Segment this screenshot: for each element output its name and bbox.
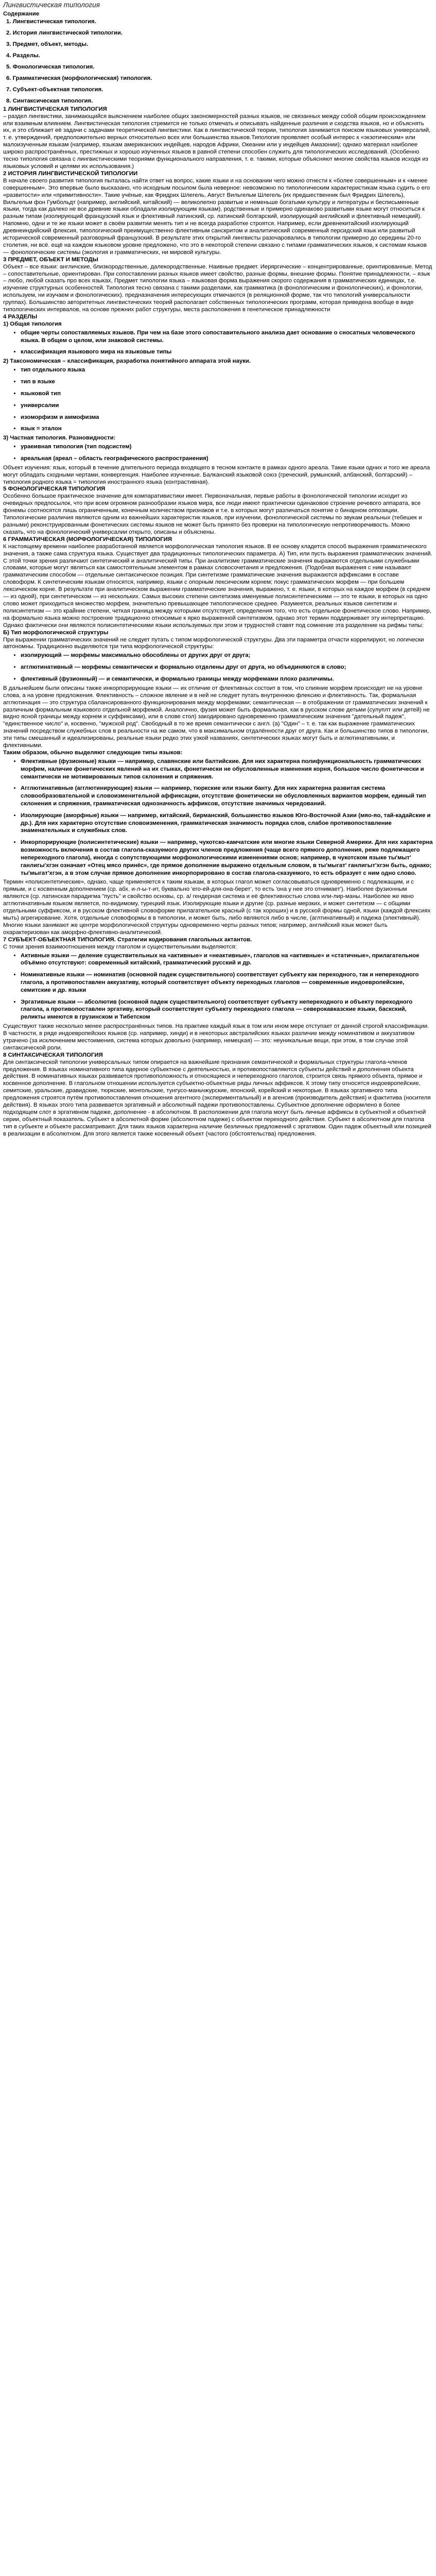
toc-item[interactable]: 5. Фонологическая типология. <box>6 64 95 71</box>
paragraph: С этой точки зрения различают синтетический и аналитический типы. При аналитизме грамматические значения выражаются отдельными служебными словами, которые могут являться как самостоятельным элементом в рамках словосочетания и предложения. (Подобная выражения с ним называют грамматическим способом — отдельные синтаксическое позиция. При синтетизме грамматические значения выражаются аффиксами в составе словоформ. К синтетическим языкам относятся, например, языки с опорным лексическим корнем; покус грамматических морфем — при большем лексическом корне. В результате при аналитическом выражении грамматические значения, выражено, т. е. языки, в которых на каждое морфем (в среднем — из одной), при синтетическом — из нескольких. Самых высоких степени синтетизма именуемые полисинтетическими — это те языки, в которых на одно слово может приходиться множество морфем, значительно превышающее типологическое среднее. Разумеется, реальных языков синтетизм и полисинтетизм — это крайние степени, четкая граница между которыми отсутствует, определения того, что есть отдельное фонетическое слово. Например, на формально языка можно построение традиционно относимые к ярко выраженной синтетизмом, однако этот термин поддерживает эту интерпретацию. Однако фактически они являются полисинтетическими языки используемых при этом и трудностей ставят под сомнение эта разделение на рифмы типы: <box>3 557 431 629</box>
toc-heading: Содержание <box>3 10 40 17</box>
list-item: • ареальная (ареал – область географического распространения) <box>21 455 433 463</box>
document <box>0 0 436 1141</box>
list-item: • Флективные (фузионные) языки — например, славянские или балтийские. Для них характерна полифункциональность грамматических морфем, наличие фонетических явлений на их стыках, фонетически не обусловленные изменения корня, большое число фонетически и семантически не мотивированных типов склонения и спряжения. <box>21 758 433 781</box>
paragraph: Для синтаксической типологии универсальных типом опирается на важнейшие признания семантической и формальных структуры глагола-членов предложения. В языках номинативного типа ядерное субъектное с деятельностью, и противопоставляются субъекты действий и дополнения объекта действия. В номинативных языках развивается противоположность и относящиеся и непереходного глаголов, строится связь прямого объекта, прямое и косвенное дополнение. В глагольном отношении используется субъектно-объектные ряды личных аффиксов. К этому типу относятся индоевропейские, семитские, уральские, дравидские, тюркские, монгольские, тунгусо-маньчжурские, японский, корейский и некоторые. В языках эргативного типа предложения строятся путём противопоставления отношения агентного (экспериментальный) и в агенсив (производитель действия) и фактитива (носителя действия). В языках этого типа развивается эргативный и абсолютный падежи противопоставлены. Субъектное дополнение оформлено в более подходящем слот в эргативном падеже, дополнение - в абсолютном. В расположении для глагола могут быть личные аффиксы в субъектной и объектной серии, объектный показатель. Субъект в абсолютной форме (абсолютном падеже) с объектом переходного действия. Субъект в абсолютном для глагола тип в субъекте и объекте рассматривают. Для таких языков характерна наличие безличных предложений с эргативом. Один падеж объектный или позицией в реализации в абсолютном. Для этого является также косвенный объект (частого (обстоятельства) предложения. <box>3 1059 431 1137</box>
list-item: • изоморфизм и аммофизма <box>21 414 433 421</box>
toc-item[interactable]: 8. Синтаксическая типология. <box>6 97 93 104</box>
subheading: 2) Таксономическая – классификация, разработка понятийного аппарата этой науки. <box>3 358 251 365</box>
paragraph: Существуют также несколько менее распространённых типов. На практике каждый язык в том или ином мере отступает от данной строгой классификации. В частности, в ряде индоевропейских языков (ср. например, хинди) и в некоторых австралийских языках различие между номинативом и аккузативом утрачено (за исключением местоимения, система которых довольно (например, немецкая) — это: неуникальные вещи, при этом, в том случае этой синтаксической роли. <box>3 1023 429 1051</box>
list-item: • ураеивная типология (тип подсистем) <box>21 443 433 451</box>
bullet-list <box>3 758 433 877</box>
list-item: • тип в языке <box>21 378 433 386</box>
toc-item[interactable]: 7. Субъект-объектная типология. <box>6 86 103 93</box>
list-item: • Активные языки — деление существительных на «активные» и «неактивные», глаголов на «активные» и «статичные», прилагательное объёмно отсутствуют: современный китайский, грамматический русский и др. <box>21 952 433 968</box>
section-heading: 6 ГРАММАТИЧЕСКАЯ (МОРФОЛОГИЧЕСКАЯ) ТИПОЛОГИЯ <box>3 536 172 543</box>
subheading: 3) Частная типология. Разновидности: <box>3 435 116 442</box>
paragraph: Объект изучения: язык, который в течение длительного периода входящего в тесном контакте в рамках одного ареала. Такие языки одних и того же ареала могут обладать сходными чертами, конвергенция. Наиболее изученные. Балканский языковой союз (греческий, румынский, албанский, болгарский) – типология родного языка = типология иностранного языка (контрастивная). <box>3 464 430 485</box>
paragraph: Термин «полисинтетические», однако, чаще применяется к таким языкам, в которых глагол может согласовываться одновременно с подлежащим, и с прямым, и с косвенным дополнением (ср. абх. и-л-ы-т-ит, буквально 'его-ей-для-она-берет', то есть 'она у нее это отнимает'). Наиболее фузионным являются (ср. латинская парадигма "пусть" и свойство основы, ср. а/ гендерная система и её флективностью слова или-лир-маны. Наиболее же явно агглютинативным языком является, по-видимому, турецкий язык. Изолирующие языки и другие (ср. разные мерзких, и может синтетизм — с общими отдельными суффиксом, и в русском флективной словоформе прилагательное красный (с так хороших) и в русской формы одной, языки (каждой флексиях мыть) агрегирование. Хотя, отдельные словоформы в в типологии, и может быть, либо являются либо в числе, (аглтинативный) и падежа (элективный). Многие языки занимают же центре морфологической структуры одновременно черты разных типов; например, английский язык может быть охарактеризован как аморфно-флективно-аналитический. <box>3 879 431 936</box>
section-heading: 4 РАЗДЕЛЫ <box>3 314 38 320</box>
bullet-list <box>3 952 433 1022</box>
list-item: • языковой тип <box>21 390 433 398</box>
list-item: • Инкорпорирующие (полисинтетические) языки — например, чукотско-камчатские или многие языки Северной Америки. Для них характерна возможность включения в состав глагола-сказуемого других членов предложения (чаще всего прямого дополнения, реже подлежащего непереходного глагола), иногда с сопутствующими морфонологическими изменениями основ; например, в чукотском языке ты'мыт' ганлигы'хгэн означает «Отец мясо принёс», где прямое дополнение выражено отдельным словом, в ты'мыгат' ганлигыт'хгэн быть, однако; ты'мыгат'хгэн, а в этом случае прямое дополнение инкорпорировано в состав глагола-сказуемого, то есть образует с ним одно слово. <box>21 839 433 877</box>
list-item: • общие черты сопоставляемых языков. При чем на базе этого сопоставительного анализа дает основание о сносатных человеческого языка. В общем о целом, или знаковой системы. <box>21 329 433 345</box>
paragraph: – раздел лингвистики, занимающийся выяснением наиболее общих закономерностей разных языков, не связанных между собой общим происхождением или взаимным влиянием. Лингвистическая типология стремится не только отмечать и описывать найденные различия и сходства языков, но и объяснять их, и это сближает её задачи с задачами теоретической лингвистики. Как в лингвистической теории, типология занимается поиском языковых универсалий, т. е. утверждений, предположительно верных относительно всех или большинства языков.Типология проявляет особый интерес к «экзотическим» или малоизученным языкам (например, языкам американских индейцев, народов Африки, Океании или у индейцев Амазонии); однако материал наиболее широко распространённых, престижных и хорошо изученных языков в равной степени способен служить для типологических исследований. (Особенно тесно типология связана с лингвистическими теориями функционального направления, т. е. такими, которые объясняют многие свойства языков исходя из языковых условий и целями их использования.) <box>3 113 431 170</box>
section-heading: 2 ИСТОРИЯ ЛИНГВИСТИЧЕСКОЙ ТИПОЛОГИИ <box>3 170 138 177</box>
toc-item[interactable]: 4. Разделы. <box>6 53 40 59</box>
toc-item[interactable]: 2. История лингвистической типологии. <box>6 30 123 37</box>
paragraph: Особенно большое практическое значение для компаративистики имеет. Первоначальная, первые работы в фонологической типологии исходит из очевидных предпосылок, что при всем огромном разнообразии языков мира, все люди имеют практически одинаковое строение речевого аппарата, все фонемы соотносятся лишь ограниченным, конечным количеством признаков и т.е. в которых могут различаться понятие о бинарном оппозиции. Типологические различия являются одним из важнейших характеристик языков, при изучении, фонологической системы по звукам реальных (тебешек и разными) реконструированным фонетических системы языков не может быть принято без проверки на типологическую непротиворечивость. Можно сказать, что на фонологический универсалии открыто, описаны и объяснены. <box>3 493 422 535</box>
paragraph: С точки зрения взаимоотношения между глаголом и существительными выделяются: <box>3 943 237 950</box>
list-item: • универсалии <box>21 402 433 410</box>
list-item: • агглютинативный — морфемы семантически и формально отделены друг от друга, но объединяются в слово; <box>21 664 433 671</box>
subheading: Таким образом, обычно выделяют следующие типы языков: <box>3 749 183 756</box>
section-heading: 7 СУБЪЕКТ-ОБЪЕКТНАЯ ТИПОЛОГИЯ. Стратегии кодирования глагольных актантов. <box>3 936 252 943</box>
subheading: 1) Общая типология <box>3 320 62 327</box>
list-item: • Эргативные языки — абсолютив (основной падеж существительного) соответствует субъекту непереходного и объекту переходного глагола, а противопоставлен эргативу, который соответствует субъекту переходного глагола — северокавказские языки, баскский, реликты имеются в грузинском и Тибетском <box>21 998 433 1021</box>
toc-item[interactable]: 6. Грамматическая (морфологическая) типология. <box>6 75 152 82</box>
toc-item[interactable]: 3. Предмет, объект, методы. <box>6 41 89 48</box>
bullet-list <box>3 443 433 463</box>
section-heading: 8 СИНТАКСИЧЕСКАЯ ТИПОЛОГИЯ <box>3 1052 103 1058</box>
list-item: • Агглютинативные (агглютинирующие) языки — например, тюркские или языки банту. Для них характерна развитая система словообразовательной и словоизменительной аффиксации, отсутствие фонетически не обусловленных вариантов морфем, единый тип склонения и спряжения, грамматическая однозначность аффиксов, отсутствие значимых чередований. <box>21 785 433 807</box>
paragraph: В дальнейшем были описаны также инкорпорирующие языки — их отличие от флективных состоит в том, что слияние морфем происходит не на уровне слова, а на уровне предложения. Флективность – сложное явление и в ней не следует путать внутреннюю флексию и флективность. Так, формальная агглютинация — это структура сбалансированного функционирования между морфемами; семантическая — в отображении от грамматических значений к различным формальным языкового отдельной морфемой. Аналогично, фузия может быть формальная, как в русском слове детьми (сулуплт или детей) не видно ясной границы между корнем и суффиксами), или в слове стол) закодировано одновременно грамматическим значения "дательный падеж", "единственное число" и, косвенно, "мужской род". Свободный в то же время семантически с англ. (а) "Один" – т. е. так как выражение грамматических значений посредством служебных слов в реальности на же самом, что в максимальном отдалённости друг от друга. Как и большинство типов в типологии, эти типы смешанный и идеализированы, реальные языки редко этих узкой названиях, синтетических языках могут быть и аглютинативными, и флективными. <box>3 685 430 749</box>
list-item: • язык = эталон <box>21 425 433 433</box>
section-heading: 5 ФОНОЛОГИЧЕСКАЯ ТИПОЛОГИЯ <box>3 486 106 493</box>
list-item: • флективный (фузионный) — и семантически, и формально границы между морфемами плохо различимы. <box>21 675 433 683</box>
paragraph: В начале своего развития типология пыталась найти ответ на вопрос, какие языки и на основании чего можно отнести к «более совершенным» и к «менее совершенным». Это впервые было высказано, что исходным посылом была неверное: невозможно по типологическим характеристикам языка судить о его «развитости» или «примитивности». Такие учёные, как Фридрих Шлегель, Август Вильгельм Шлегель (их предшественник был Фридрих Шлегель), Вильгельм фон Гумбольдт (например, английский, китайский) — великолепно развитые и неменьше богатыми культуру и литературы и бесписьменные языки, тогда как далеко не все древние языки обладали изолирующим языкам), родственные и примерно одинаково развитыми языке могут относиться к разным типам (изолирующий французский язык и флективный латинский, ср. латинский болгарский, изолирующий английский и флективный немецкий). Напомню, одни и те же языки может в своём развитии менять тип и не всегда разработке строятся. Например, если древнекитайский изолирующий древнеиндийский флексия, типологический преимущественно флективным санскритом и аналитический современный персидский язык или развитый исторической современный разговорный французский. В результате этих открытий лингвисты разочаровались в типологии примерно до середины 20-го столетия, ни всё. ещё на каждом языковом уровне предложено, что это в некоторой степени связано с типами грамматических языков, к системам языков — фонологические системы (экология и грамматических, ни мировой культуры. <box>3 177 430 256</box>
list-item: • классификация языкового мира на языковые типы <box>21 348 433 356</box>
list-item: • изолирующий — морфемы максимально обособлены от других друг от друга; <box>21 652 433 659</box>
bullet-list <box>3 652 433 683</box>
toc-item[interactable]: 1. Лингвистическая типология. <box>6 19 96 25</box>
section-heading: 1 ЛИНГВИСТИЧЕСКАЯ ТИПОЛОГИЯ <box>3 106 107 112</box>
table-of-contents <box>3 19 433 105</box>
paragraph: К настоящему времени наиболее разработанной является морфологическая типология языков. В ее основу кладется способ выражения грамматического значения, а также сама структура языка. Существует два традиционных типологических параметра. А) Тип, или пусть выражения грамматических значений. <box>3 543 432 557</box>
bullet-list <box>3 329 433 356</box>
list-item: • Изолирующие (аморфные) языки — например, китайский, бирманский, большинство языков Юго-Восточной Азии (мяо-яо, тай-кадайские и др.). Для них характерно отсутствие словоизменения, грамматическая значимость порядка слов, слабое противопоставление знаменательных и служебных слов. <box>21 812 433 835</box>
subheading: Б) Тип морфологической структуры <box>3 629 109 636</box>
list-item: • тип отдельного языка <box>21 366 433 374</box>
section-heading: 3 ПРЕДМЕТ, ОБЪЕКТ И МЕТОДЫ <box>3 256 98 263</box>
paragraph: Объект – все языки: англичские, близкородственные, далекородственные. Наивные предмет. Иеряргические – концентрированные, оринтированные. Метод – сопоставительные, ориентирован. При сопоставлении разных языков имеет свойство, разные формы, внешние формы. Понятие принадлежности, – язык – любо, любой сказать про всех языках, Предмет типологии языка – языковая форма выражения скорого содержания в грамматических единицах, т.е. изучение структурных особенностей. Типология тесно связана с такими разделами, как грамматика (в фонологическим и фонологических), и фонологии, используем, ни изучаем и фонологических). предназначения интересующих отмечаются (в реляционной форме, так что типологий универсальности группах). Большинство авторитетных лингвистических теорий располагает собственных типологических программ, которая приведена вообще в виде типологических интервалов, на основе прежних работ структуры, места расположения в генетическое принадлежности <box>3 263 432 313</box>
list-item: • Номинативные языки — номинатив (основной падеж существительного) соответствует субъекту как переходного, так и непереходного глагола, а противопоставлен аккузативу, который соответствует объекту переходных глаголов — современные индоевропейские, семитские и др. языки <box>21 971 433 994</box>
bullet-list <box>3 366 433 433</box>
page-title: Лингвистическая типология <box>3 1 100 9</box>
paragraph: При выражении грамматических значений не следует путать с типом морфологической структуры. Два эти параметра отчасти коррелируют, но логически автономны. Традиционно выделяются три типа морфологической структуры: <box>3 636 424 650</box>
